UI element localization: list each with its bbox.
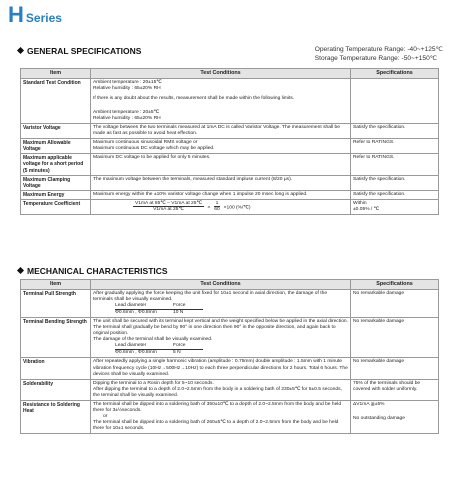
header-test-conditions: Test Conditions [91, 69, 351, 79]
row-item: Maximum Energy [21, 190, 91, 199]
table-row [21, 358, 439, 379]
general-specifications-title: GENERAL SPECIFICATIONS [18, 46, 141, 56]
table-row [21, 139, 439, 154]
row-conditions: The unit shall be secured with its terminal kept vertical and the weight specified below be applied in the axial direction. The terminal shall gradually be bend by 90° in one direction then 90° in the opposite direction, and again back to original position. The damage of the terminal shall be visually examined. Lead diameter Force Φ0.6mm , Φ0.8mm 5 N [91, 317, 351, 358]
row-conditions: $\frac{\text{V1mA at 85℃ – V1mA at 25℃}}{\text{V1mA at 25℃}}$ × $\frac{1}{60}$ ×100 (%/℃) [91, 199, 351, 214]
row-item: Temperature Coefficient [21, 199, 91, 214]
row-item: Solderability [21, 379, 91, 400]
row-item: Varistor Voltage [21, 123, 91, 138]
table-row [21, 317, 439, 358]
row-conditions: Maximum energy within the ±10% varistor voltage change when 1 impulse 20 msec long is applied. [91, 190, 351, 199]
header-specifications: Specifications [351, 69, 439, 79]
row-conditions: The maximum voltage between the terminals, measured standard impluse current (8/20 μs). [91, 175, 351, 190]
row-item: Terminal Bending Strength [21, 317, 91, 358]
header-item: Item [21, 280, 91, 290]
row-item: Maximum applicable voltage for a short period (5 minutes) [21, 154, 91, 175]
row-conditions: Ambient temperature : 20±15℃ Relative humidity : 65±20% RH If there is any doubt about the results, measurement shall be made within the following limits. Ambient temperature : 20±5℃ Relative humidity : 65±20% RH [91, 78, 351, 123]
storage-temperature: Storage Temperature Range: -50~+150℃ [314, 55, 438, 62]
table-row [21, 401, 439, 434]
mechanical-characteristics-table [20, 279, 439, 434]
row-spec [351, 78, 439, 123]
lead-force-table: Lead diameter Force Φ0.6mm , Φ0.8mm 10 N [115, 303, 203, 316]
row-conditions: Maximum DC voltage to be applied for only 5 minutes. [91, 154, 351, 175]
row-spec: No remarkable damage [351, 289, 439, 317]
diamond-bullet-icon [17, 267, 24, 274]
row-item: Standard Test Condition [21, 78, 91, 123]
row-item: Resistance to Soldering Heat [21, 401, 91, 434]
row-spec: Within ±0.05% / ℃ [351, 199, 439, 214]
row-conditions: The voltage between the two terminals measured at 1mA DC is called Varistor Voltage. The measurement shall be made as fast as possible to avoid heat effection. [91, 123, 351, 138]
table-row [21, 190, 439, 199]
row-spec: Refer to RATINGS. [351, 154, 439, 175]
mechanical-characteristics-title: MECHANICAL CHARACTERISTICS [18, 266, 168, 276]
temperature-ranges [315, 45, 443, 63]
row-spec: ΔV1mA ≦±5% No outstanding damage [351, 401, 439, 434]
row-conditions: After repeatedly applying a single harmonic vibration (amplitude : 0.75mm) double amplitude : 1.5mm with 1 minute vibration frequency cycle (10Hz→500Hz→10Hz) to each three perpendicular directions for 2 hours. Total 6 hours. The devices shall be visually examined. [91, 358, 351, 379]
row-conditions: After gradually applying the force keeping the unit fixed for 10±1 second in axial direction, the damage of the terminals shall be visually examined. Lead diameter Force Φ0.6mm , Φ0.8mm 10 N [91, 289, 351, 317]
lead-force-table: Lead diameter Force Φ0.6mm , Φ0.8mm 5 N [115, 343, 203, 356]
table-row [21, 175, 439, 190]
series-word: Series [25, 11, 62, 25]
header-specifications: Specifications [351, 280, 439, 290]
tempco-formula-fraction: $\frac{\text{V1mA at 85℃ – V1mA at 25℃}}{\text{V1mA at 25℃}}$ [135, 200, 202, 213]
row-spec: 75% of the terminals should be covered with solder uniformly. [351, 379, 439, 400]
general-specifications-table [20, 68, 439, 215]
row-conditions: The terminal shall be dipped into a soldering bath of 350±10℃ to a depth of 2.0~2.5mm from the body and be held there for 3±½seconds. or The terminal shall be dipped into a soldering bath of 260±5℃ to a depth of 2.0~2.5mm from the body and be held there for 10±1 seconds. [91, 401, 351, 434]
header-item: Item [21, 69, 91, 79]
series-letter: H [8, 2, 24, 27]
row-spec: No remarkable damage [351, 358, 439, 379]
table-row [21, 289, 439, 317]
row-spec: Satisfy the specification. [351, 123, 439, 138]
row-item: Maximum Clamping Voltage [21, 175, 91, 190]
table-header-row [21, 280, 439, 290]
row-spec: Refer to RATINGS. [351, 139, 439, 154]
row-spec: Satisfy the specification. [351, 175, 439, 190]
table-row [21, 123, 439, 138]
row-item: Vibration [21, 358, 91, 379]
row-spec: No remarkable damage [351, 317, 439, 358]
table-row [21, 78, 439, 123]
row-item: Terminal Pull Strength [21, 289, 91, 317]
row-conditions: Maximum continuous sinusoidal RMS voltage or Maximum continuous DC voltage which may be applied. [91, 139, 351, 154]
tempco-time-fraction: $\frac{1}{60}$ [214, 200, 220, 213]
operating-temperature: Operating Temperature Range: -40~+125℃ [314, 46, 443, 53]
series-heading [8, 3, 62, 27]
header-test-conditions: Test Conditions [91, 280, 351, 290]
row-conditions: Dipping the terminal to a Rosin depth for 5~10 seconds. After dipping the terminal to a depth of 2.0~2.5mm from the body in a soldering bath of 230±5℃ for 5±0.5 seconds, the terminal shall be visually examined. [91, 379, 351, 400]
table-row [21, 379, 439, 400]
row-spec: Satisfy the specification. [351, 190, 439, 199]
table-row [21, 154, 439, 175]
table-row [21, 199, 439, 214]
diamond-bullet-icon [17, 47, 24, 54]
row-item: Maximum Allowable Voltage [21, 139, 91, 154]
table-header-row [21, 69, 439, 79]
